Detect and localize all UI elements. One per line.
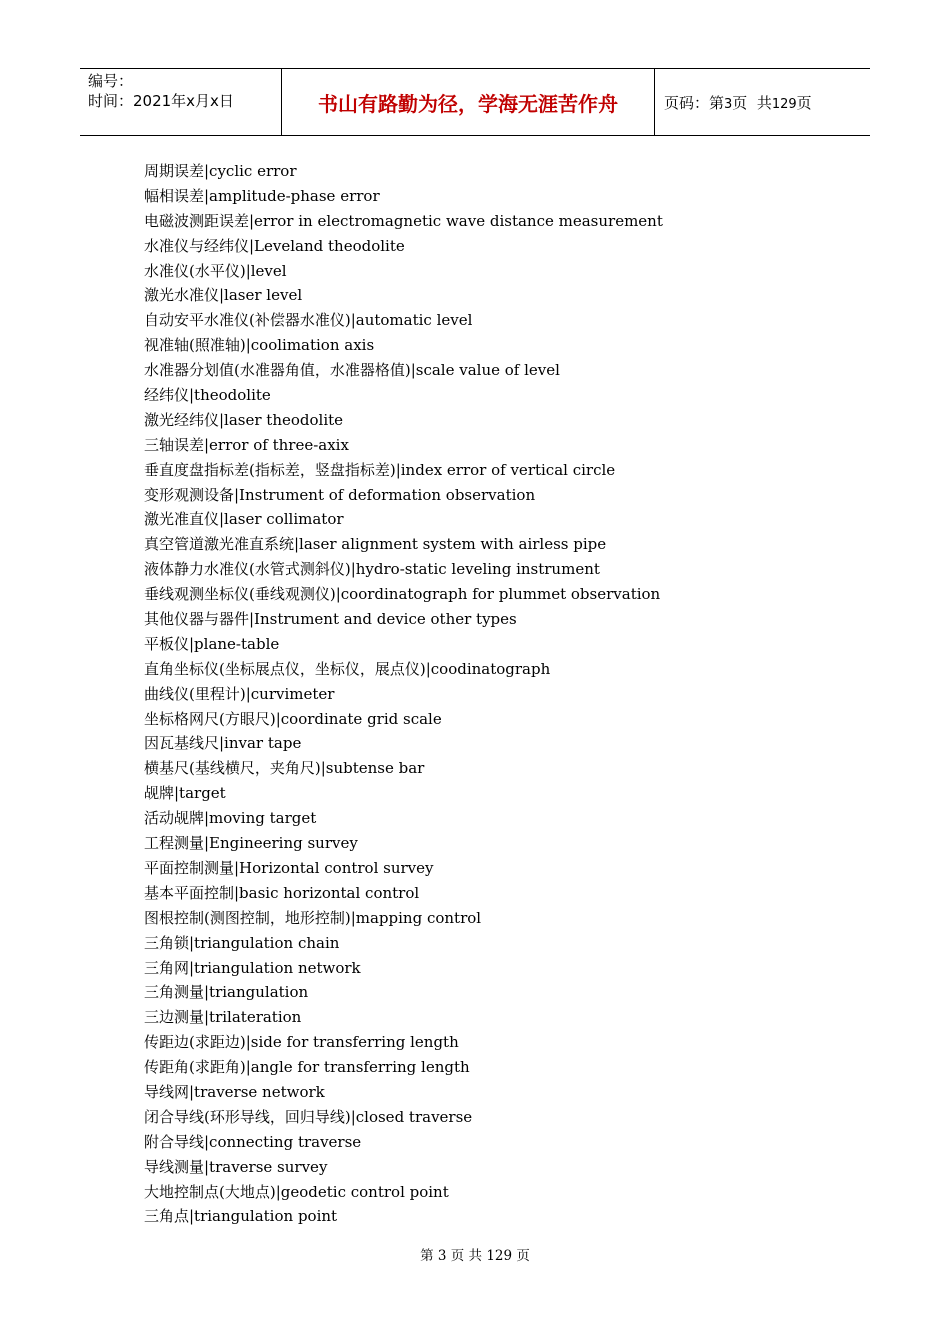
page-footer: 第 3 页 共 129 页 <box>420 1248 530 1264</box>
glossary-entry: 三角点|triangulation point <box>144 1207 338 1226</box>
glossary-entry: 大地控制点(大地点)|geodetic control point <box>144 1182 449 1201</box>
glossary-entry: 三角网|triangulation network <box>144 958 361 977</box>
page-current: 3 <box>724 97 733 112</box>
glossary-entry: 激光准直仪|laser collimator <box>144 510 344 529</box>
page-total: 129 <box>771 97 797 112</box>
header-page-number <box>664 93 812 115</box>
glossary-entry: 导线网|traverse network <box>144 1082 325 1101</box>
glossary-entry: 液体静力水准仪(水管式测斜仪)|hydro-static leveling instrument <box>144 560 600 579</box>
glossary-entry: 水准仪与经纬仪|Leveland theodolite <box>144 236 405 255</box>
glossary-entry: 横基尺(基线横尺，夹角尺)|subtense bar <box>144 759 425 778</box>
glossary-entry: 直角坐标仪(坐标展点仪，坐标仪，展点仪)|coodinatograph <box>144 659 551 678</box>
glossary-entry: 活动觇牌|moving target <box>144 809 317 828</box>
glossary-entry: 三轴误差|error of three-axix <box>144 435 349 454</box>
glossary-entry: 激光水准仪|laser level <box>144 286 303 305</box>
glossary-entry: 基本平面控制|basic horizontal control <box>144 883 420 902</box>
glossary-entry: 觇牌|target <box>144 784 226 803</box>
page-suffix: 页 <box>796 94 812 112</box>
glossary-list <box>144 159 844 1229</box>
glossary-entry: 坐标格网尺(方眼尺)|coordinate grid scale <box>144 709 442 728</box>
glossary-entry: 垂线观测坐标仪(垂线观测仪)|coordinatograph for plummet observation <box>144 585 661 604</box>
glossary-entry: 激光经纬仪|laser theodolite <box>144 410 344 429</box>
glossary-entry: 工程测量|Engineering survey <box>144 834 358 853</box>
glossary-entry: 导线测量|traverse survey <box>144 1157 328 1176</box>
header-divider <box>654 69 655 135</box>
date-label: 时间：2021年x月x日 <box>88 92 234 110</box>
glossary-entry: 曲线仪(里程计)|curvimeter <box>144 684 335 703</box>
glossary-entry: 因瓦基线尺|invar tape <box>144 734 302 753</box>
glossary-entry: 幅相误差|amplitude-phase error <box>144 186 380 205</box>
glossary-entry: 电磁波测距误差|error in electromagnetic wave distance measurement <box>144 211 663 230</box>
number-label: 编号： <box>88 72 134 90</box>
glossary-entry: 其他仪器与器件|Instrument and device other types <box>144 610 517 629</box>
glossary-entry: 三边测量|trilateration <box>144 1008 302 1027</box>
glossary-entry: 图根控制(测图控制，地形控制)|mapping control <box>144 908 482 927</box>
glossary-entry: 传距边(求距边)|side for transferring length <box>144 1033 459 1052</box>
page-header <box>80 68 870 136</box>
glossary-entry: 附合导线|connecting traverse <box>144 1132 362 1151</box>
glossary-entry: 水准仪(水平仪)|level <box>144 261 287 280</box>
glossary-entry: 变形观测设备|Instrument of deformation observation <box>144 485 536 504</box>
glossary-entry: 传距角(求距角)|angle for transferring length <box>144 1058 470 1077</box>
page-mid: 页 共 <box>732 94 772 112</box>
glossary-entry: 自动安平水准仪(补偿器水准仪)|automatic level <box>144 311 473 330</box>
glossary-entry: 垂直度盘指标差(指标差，竖盘指标差)|index error of vertical circle <box>144 460 616 479</box>
glossary-entry: 周期误差|cyclic error <box>144 162 297 180</box>
glossary-entry: 平板仪|plane-table <box>144 634 280 653</box>
glossary-entry: 三角测量|triangulation <box>144 983 309 1002</box>
header-meta <box>88 71 234 111</box>
glossary-entry: 经纬仪|theodolite <box>144 386 271 405</box>
glossary-entry: 三角锁|triangulation chain <box>144 933 340 952</box>
glossary-entry: 平面控制测量|Horizontal control survey <box>144 858 434 877</box>
glossary-entry: 真空管道激光准直系统|laser alignment system with airless pipe <box>144 535 607 554</box>
page-prefix: 页码：第 <box>664 94 725 112</box>
glossary-entry: 水准器分划值(水准器角值，水准器格值)|scale value of level <box>144 361 560 380</box>
header-motto: 书山有路勤为径，学海无涯苦作舟 <box>318 92 618 116</box>
glossary-entry: 闭合导线(环形导线，回归导线)|closed traverse <box>144 1107 473 1126</box>
glossary-entry: 视准轴(照准轴)|coolimation axis <box>144 336 375 355</box>
